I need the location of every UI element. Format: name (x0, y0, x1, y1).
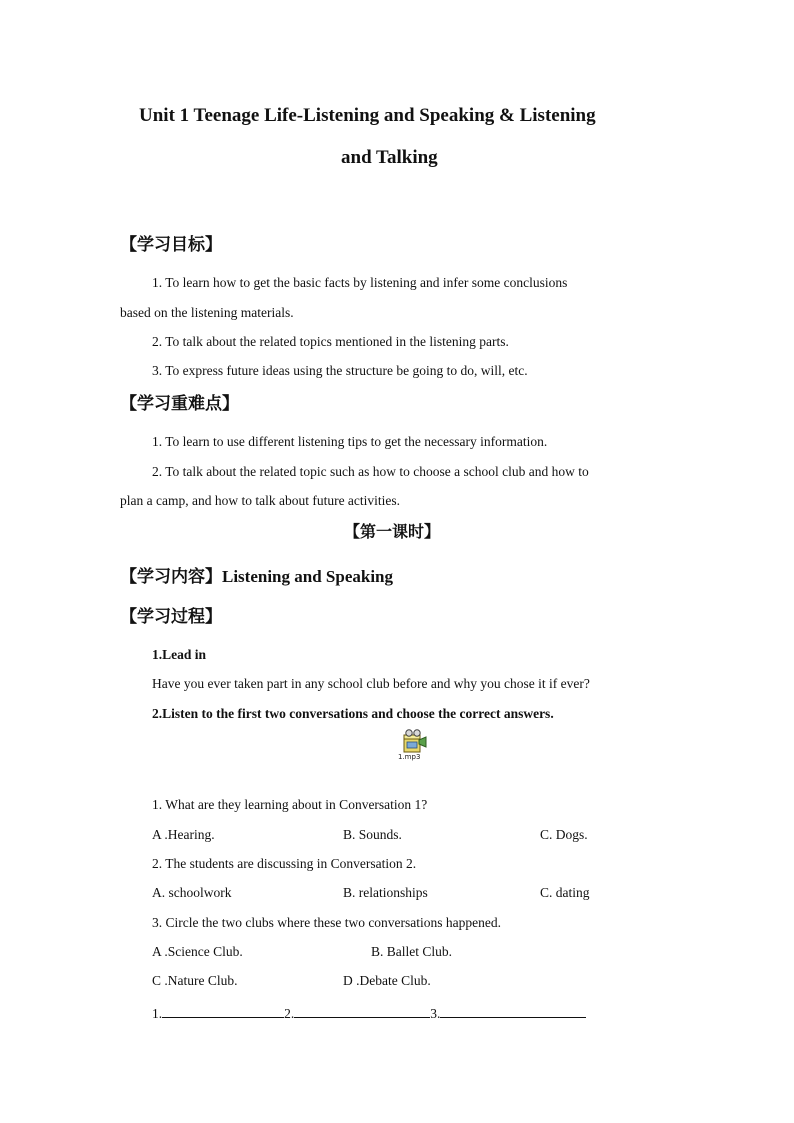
lesson-label: 【第一课时】 (344, 524, 441, 541)
question-3: 3. Circle the two clubs where these two conversations happened. (152, 915, 502, 930)
q2-option-b: B. relationships (343, 885, 428, 900)
audio-attachment[interactable] (396, 728, 430, 764)
content-heading-en: Listening and Speaking (222, 567, 394, 586)
objective-item-2: 2. To talk about the related topics mentioned in the listening parts. (152, 334, 509, 349)
objective-item-1-continued: based on the listening materials. (120, 305, 294, 320)
content-heading (120, 562, 393, 587)
lead-in-question: Have you ever taken part in any school club before and why you chose it if ever? (152, 676, 590, 691)
content-heading-cn: 【学习内容】 (120, 567, 222, 586)
q3-option-a: A .Science Club. (152, 944, 243, 959)
key-point-item-2: 2. To talk about the related topic such as how to choose a school club and how to (152, 464, 589, 479)
q3-option-b: B. Ballet Club. (371, 944, 452, 959)
audio-file-icon (396, 728, 430, 754)
task2-title: 2.Listen to the first two conversations and choose the correct answers. (152, 706, 554, 721)
process-heading: 【学习过程】 (120, 607, 222, 626)
key-point-item-1: 1. To learn to use different listening tips to get the necessary information. (152, 434, 548, 449)
document-title-line1: Unit 1 Teenage Life-Listening and Speaking & Listening (139, 105, 596, 126)
document-title-line2: and Talking (341, 147, 438, 168)
q3-option-c: C .Nature Club. (152, 973, 238, 988)
answer-blank-2[interactable] (294, 1003, 430, 1018)
q3-option-d: D .Debate Club. (343, 973, 431, 988)
question-2: 2. The students are discussing in Conversation 2. (152, 856, 417, 871)
answer-blank-3[interactable] (440, 1003, 586, 1018)
answer-label-3: 3. (430, 1006, 441, 1021)
answer-blank-1[interactable] (162, 1003, 284, 1018)
audio-file-label: 1.mp3 (398, 753, 421, 761)
objective-item-1: 1. To learn how to get the basic facts by listening and infer some conclusions (152, 275, 568, 290)
q2-option-c: C. dating (540, 885, 590, 900)
q1-option-b: B. Sounds. (343, 827, 402, 842)
q1-option-c: C. Dogs. (540, 827, 588, 842)
objectives-heading: 【学习目标】 (120, 235, 222, 254)
objective-item-3: 3. To express future ideas using the structure be going to do, will, etc. (152, 363, 528, 378)
key-points-heading: 【学习重难点】 (120, 394, 239, 413)
lead-in-title: 1.Lead in (152, 647, 207, 662)
answer-blanks (152, 1003, 586, 1022)
key-point-item-2-continued: plan a camp, and how to talk about future activities. (120, 493, 401, 508)
question-1: 1. What are they learning about in Conversation 1? (152, 797, 428, 812)
answer-label-2: 2. (284, 1006, 295, 1021)
q1-option-a: A .Hearing. (152, 827, 215, 842)
q2-option-a: A. schoolwork (152, 885, 232, 900)
answer-label-1: 1. (152, 1006, 163, 1021)
